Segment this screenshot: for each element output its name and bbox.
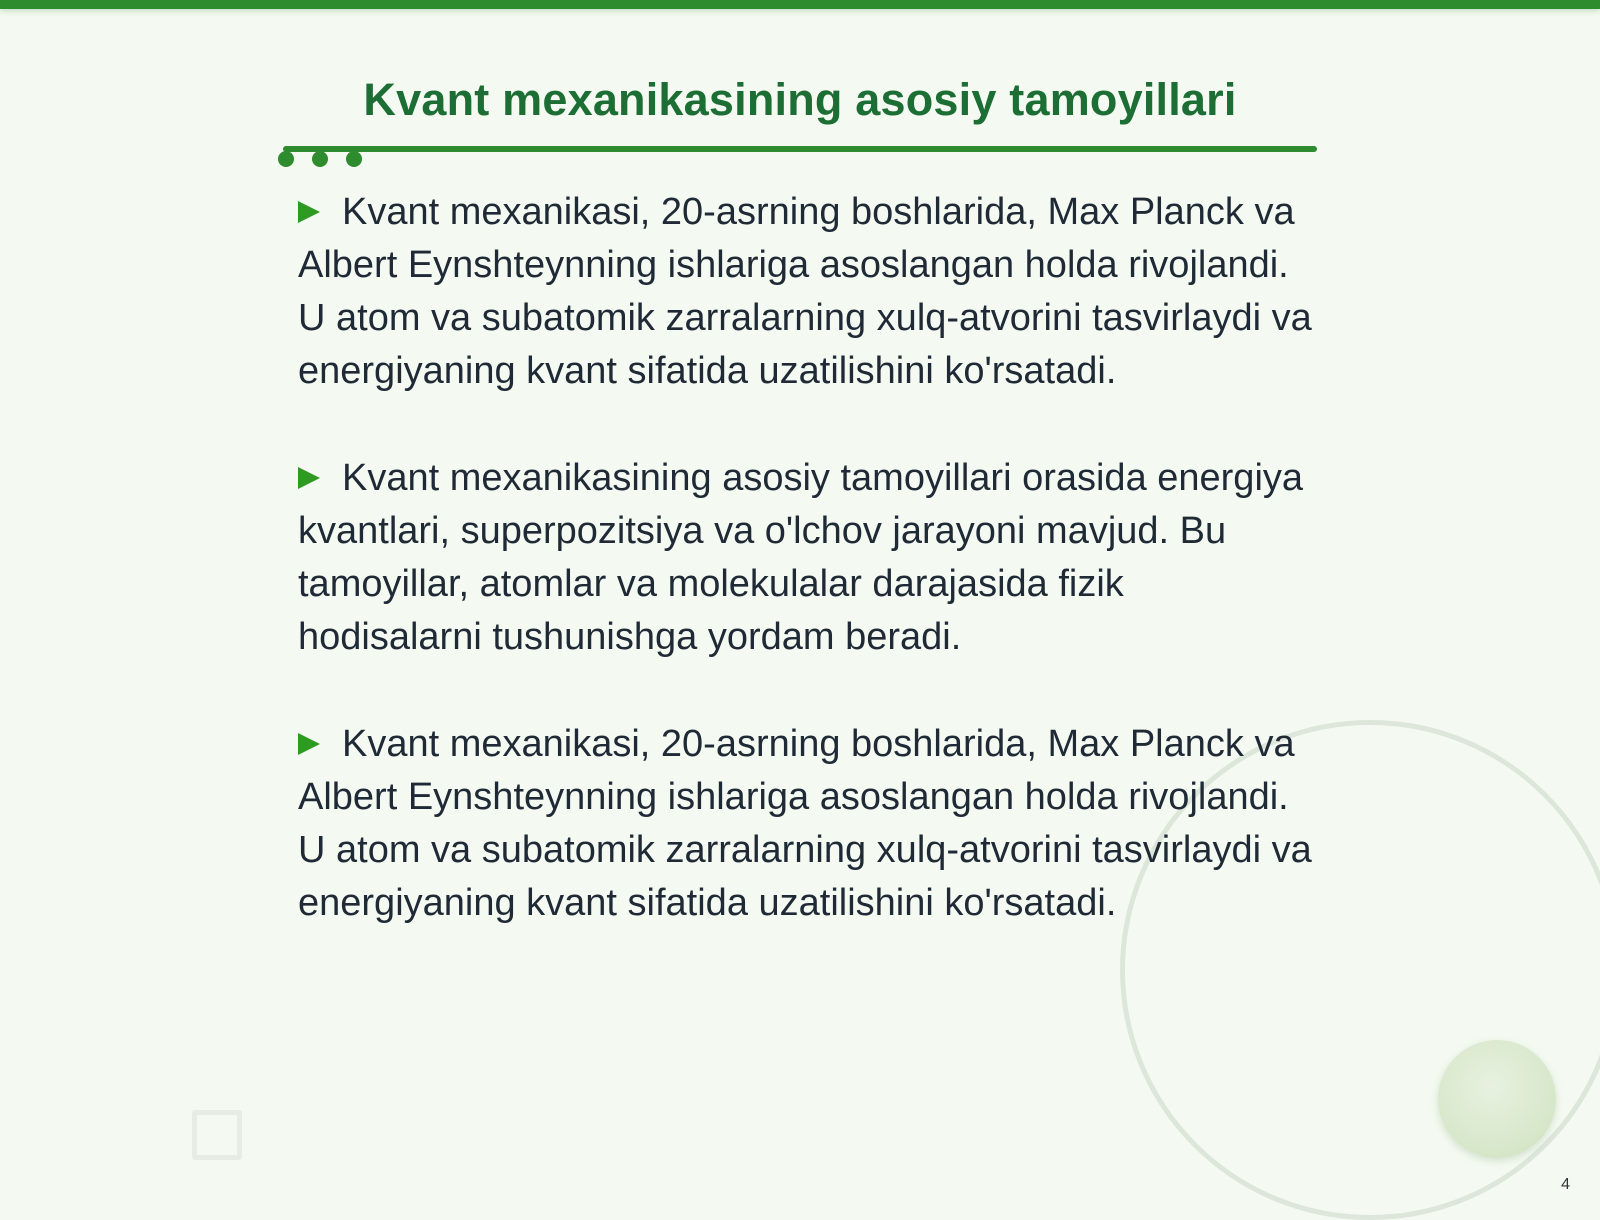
triangle-right-icon [298,467,320,489]
bullet-text: Kvant mexanikasi, 20-asrning boshlarida, Max Planck va Albert Eynshteynning ishlariga asoslangan holda rivojlandi. U atom va subatomik zarralarning xulq-atvorini tasvirlaydi va energiyaning kvant sifatida uzatilishini ko'rsatadi. [298,723,1312,924]
decorative-circle [1438,1040,1556,1158]
bullet-item [298,452,1318,664]
underline-dot [278,151,294,167]
underline-dot [312,151,328,167]
bullet-text: Kvant mexanikasining asosiy tamoyillari orasida energiya kvantlari, superpozitsiya va o'lchov jarayoni mavjud. Bu tamoyillar, atomlar va molekulalar darajasida fizik hodisalarni tushunishga yordam beradi. [298,457,1304,658]
page-number: 4 [1561,1176,1570,1193]
bullet-list [298,186,1318,984]
bullet-item [298,186,1318,398]
triangle-right-icon [298,201,320,223]
bullet-item [298,718,1318,930]
bullet-text: Kvant mexanikasi, 20-asrning boshlarida, Max Planck va Albert Eynshteynning ishlariga asoslangan holda rivojlandi. U atom va subatomik zarralarning xulq-atvorini tasvirlaydi va energiyaning kvant sifatida uzatilishini ko'rsatadi. [298,191,1312,392]
triangle-right-icon [298,733,320,755]
title-underline [283,146,1317,152]
underline-dot [346,151,362,167]
top-accent-bar [0,0,1600,9]
decorative-square [192,1110,242,1160]
slide-title: Kvant mexanikasining asosiy tamoyillari [363,74,1237,125]
